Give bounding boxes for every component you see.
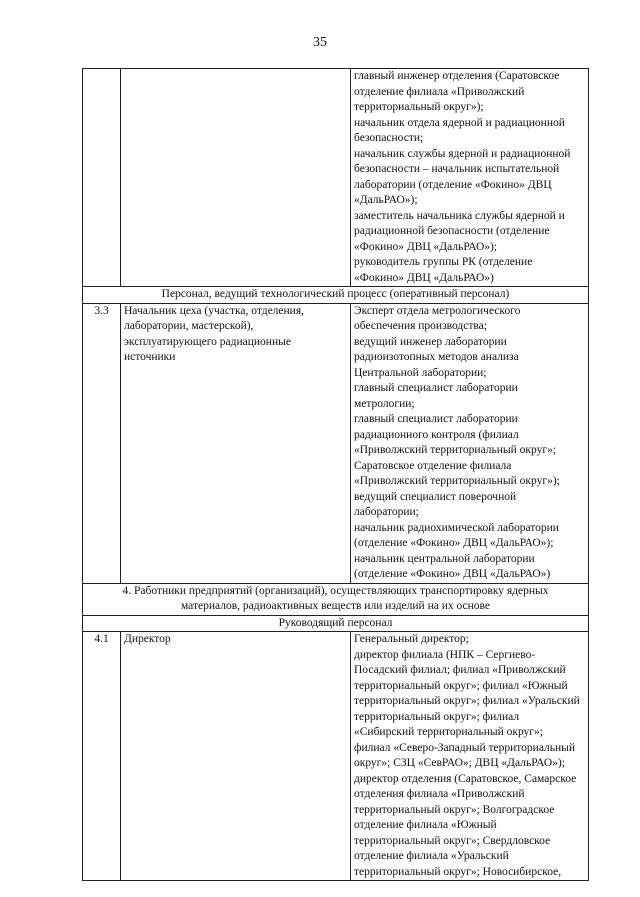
- substitute-line: начальник отдела ядерной и радиационной: [354, 116, 565, 129]
- item-number-cell: 3.3: [83, 303, 121, 583]
- substitute-line: главный специалист лаборатории: [354, 382, 518, 394]
- substitute-line: отделение филиала «Уральский: [354, 850, 509, 862]
- substitute-line: отделение филиала «Приволжский: [354, 85, 525, 98]
- position-cell: [121, 303, 351, 583]
- substitute-line: главный специалист лаборатории: [354, 413, 518, 425]
- substitute-line: Генеральный директор;: [354, 633, 469, 645]
- substitute-line: ведущий инженер лаборатории: [354, 335, 507, 348]
- substitute-line: территориальный округ»; филиал «Уральский: [354, 695, 580, 707]
- section-header-cell: [83, 287, 589, 304]
- substitute-line: «Приволжский территориальный округ»);: [354, 475, 560, 487]
- substitute-line: радиационной безопасности (отделение: [354, 225, 550, 237]
- substitute-line: главный инженер отделения (Саратовское: [354, 70, 560, 82]
- substitute-line: территориальный округ»; филиал: [354, 710, 520, 723]
- table-row: [83, 303, 589, 583]
- item-number-cell: 4.1: [83, 632, 121, 881]
- position-line: лаборатории, мастерской),: [124, 320, 254, 332]
- substitute-line: «Приволжский территориальный округ»;: [354, 444, 557, 456]
- section-header-row: [83, 615, 589, 632]
- substitute-positions-cell: [351, 303, 589, 583]
- position-cell: [121, 632, 351, 881]
- position-cell: [121, 69, 351, 287]
- substitute-line: метрологии;: [354, 397, 415, 410]
- personnel-table: [82, 68, 589, 881]
- section-header-cell: [83, 583, 589, 615]
- substitute-line: начальник радиохимической лаборатории: [354, 521, 559, 534]
- substitute-line: территориальный округ»; филиал «Южный: [354, 679, 568, 692]
- substitute-line: Центральной лаборатории;: [354, 366, 487, 379]
- substitute-line: территориальный округ»; Свердловское: [354, 834, 551, 847]
- substitute-line: отделения филиала «Приволжский: [354, 788, 525, 800]
- substitute-line: «ДальРАО»);: [354, 194, 418, 206]
- substitute-line: Саратовское отделение филиала: [354, 459, 512, 472]
- substitute-line: директор филиала (НПК – Сергиево-: [354, 648, 536, 661]
- substitute-line: (отделение «Фокино» ДВЦ «ДальРАО»);: [354, 537, 554, 549]
- substitute-line: директор отделения (Саратовское, Самарское: [354, 772, 577, 785]
- section-header-line: Персонал, ведущий технологический процесс (оперативный персонал): [161, 288, 510, 300]
- table-row: [83, 632, 589, 881]
- substitute-line: «Фокино» ДВЦ «ДальРАО»): [354, 271, 494, 284]
- position-line: Директор: [124, 633, 171, 645]
- substitute-line: ведущий специалист поверочной: [354, 490, 517, 503]
- substitute-line: отделение филиала «Южный: [354, 819, 497, 831]
- substitute-positions-cell: [351, 632, 589, 881]
- substitute-line: территориальный округ»; Новосибирское,: [354, 865, 562, 878]
- table-body: [83, 69, 589, 881]
- substitute-line: заместитель начальника службы ядерной и: [354, 209, 565, 222]
- position-line: источники: [124, 351, 176, 363]
- substitute-line: «Фокино» ДВЦ «ДальРАО»);: [354, 240, 498, 253]
- substitute-line: лаборатории;: [354, 506, 419, 518]
- section-header-line: материалов, радиоактивных веществ или изделий на их основе: [180, 600, 491, 612]
- substitute-line: безопасности – начальник испытательной: [354, 163, 560, 175]
- item-number-cell: [83, 69, 121, 287]
- substitute-line: лаборатории (отделение «Фокино» ДВЦ: [354, 178, 552, 191]
- substitute-line: (отделение «Фокино» ДВЦ «ДальРАО»): [354, 568, 551, 580]
- substitute-line: территориальный округ»);: [354, 101, 484, 113]
- section-header-line: 4. Работники предприятий (организаций), осуществляющих транспортировку ядерных: [122, 584, 549, 597]
- section-header-row: [83, 287, 589, 304]
- substitute-line: филиал «Северо-Западный территориальный: [354, 741, 576, 754]
- substitute-line: территориальный округ»; Волгоградское: [354, 803, 555, 816]
- substitute-line: радиационного контроля (филиал: [354, 428, 519, 441]
- substitute-line: Посадский филиал; филиал «Приволжский: [354, 664, 566, 676]
- section-header-cell: [83, 615, 589, 632]
- substitute-line: Эксперт отдела метрологического: [354, 304, 521, 317]
- substitute-line: «Сибирский территориальный округ»;: [354, 726, 543, 738]
- substitute-line: начальник службы ядерной и радиационной: [354, 147, 571, 160]
- substitute-line: безопасности;: [354, 132, 424, 144]
- section-header-line: Руководящий персонал: [278, 616, 393, 629]
- table-row: [83, 69, 589, 287]
- substitute-line: округ»; СЗЦ «СевРАО»; ДВЦ «ДальРАО»);: [354, 757, 565, 769]
- substitute-line: радиоизотопных методов анализа: [354, 351, 519, 363]
- section-header-row: [83, 583, 589, 615]
- substitute-line: обеспечения производства;: [354, 320, 487, 332]
- substitute-line: руководитель группы РК (отделение: [354, 256, 533, 268]
- position-line: эксплуатирующего радиационные: [124, 335, 291, 348]
- position-line: Начальник цеха (участка, отделения,: [124, 304, 304, 317]
- substitute-positions-cell: [351, 69, 589, 287]
- page-number: 35: [313, 35, 327, 50]
- substitute-line: начальник центральной лаборатории: [354, 552, 535, 565]
